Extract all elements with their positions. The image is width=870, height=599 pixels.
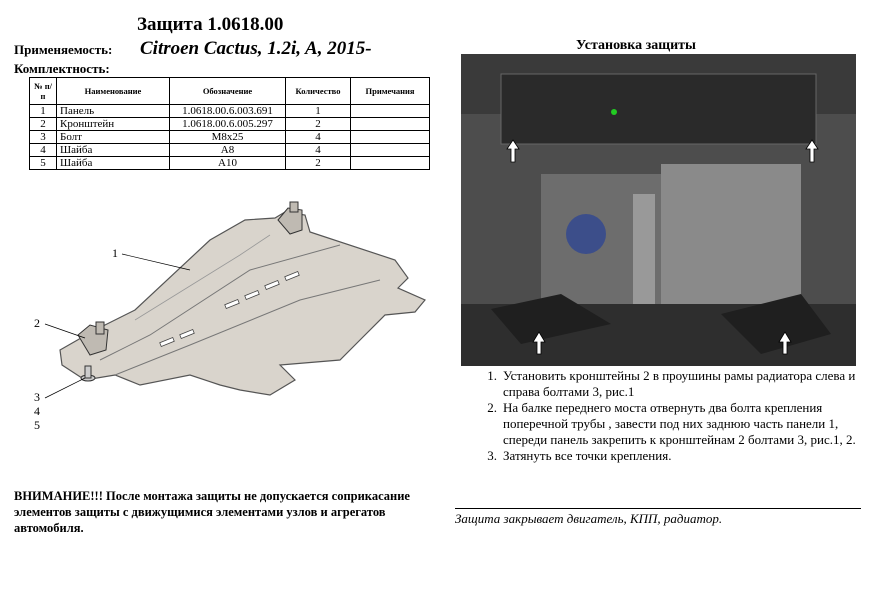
cell-notes — [351, 157, 430, 170]
col-header-name: Наименование — [57, 78, 170, 105]
skid-plate-drawing — [40, 190, 440, 440]
table-header-row — [30, 78, 430, 105]
cell-quantity: 2 — [286, 118, 351, 131]
cell-name: Шайба — [57, 157, 170, 170]
col-header-number: № п/п — [30, 78, 57, 105]
warning-text: ВНИМАНИЕ!!! После монтажа защиты не допускается соприкасание элементов защиты с движущимися элементами узлов и агрегатов автомобиля. — [14, 489, 410, 535]
cell-designation: 1.0618.00.6.005.297 — [170, 118, 286, 131]
callout-5: 5 — [34, 418, 40, 432]
parts-table — [29, 77, 430, 170]
table-row — [30, 144, 430, 157]
callout-3: 3 — [34, 390, 40, 404]
cell-number: 1 — [30, 105, 57, 118]
table-row — [30, 131, 430, 144]
step-text: Затянуть все точки крепления. — [503, 448, 672, 463]
table-row — [30, 157, 430, 170]
table-row — [30, 118, 430, 131]
cell-name: Болт — [57, 131, 170, 144]
cell-name: Панель — [57, 105, 170, 118]
green-marker-icon — [611, 109, 617, 115]
cell-quantity: 4 — [286, 131, 351, 144]
step-number: 2. — [487, 400, 497, 415]
col-header-designation: Обозначение — [170, 78, 286, 105]
list-item — [474, 368, 864, 400]
cell-number: 2 — [30, 118, 57, 131]
cell-number: 5 — [30, 157, 57, 170]
cell-number: 4 — [30, 144, 57, 157]
callout-4: 4 — [34, 404, 40, 418]
cell-designation: 1.0618.00.6.003.691 — [170, 105, 286, 118]
step-text: Установить кронштейны 2 в проушины рамы радиатора слева и справа болтами 3, рис.1 — [503, 368, 856, 399]
step-number: 1. — [487, 368, 497, 383]
col-header-quantity: Количество — [286, 78, 351, 105]
kit-label: Комплектность: — [14, 61, 110, 76]
undercarriage-photo — [461, 54, 856, 366]
document-title: Защита 1.0618.00 — [137, 14, 284, 35]
callout-1: 1 — [112, 246, 118, 260]
step-text: На балке переднего моста отвернуть два болта крепления поперечной трубы , завести под них заднюю часть панели 1, спереди панель закрепить к кронштейнам 2 болтами 3, рис.1, 2. — [503, 400, 856, 447]
cell-quantity: 1 — [286, 105, 351, 118]
list-item — [474, 448, 864, 464]
cell-notes — [351, 118, 430, 131]
cell-number: 3 — [30, 131, 57, 144]
cell-designation: A8 — [170, 144, 286, 157]
cell-designation: M8x25 — [170, 131, 286, 144]
cell-notes — [351, 144, 430, 157]
list-item — [474, 400, 864, 448]
cell-notes — [351, 131, 430, 144]
col-header-notes: Примечания — [351, 78, 430, 105]
cell-quantity: 2 — [286, 157, 351, 170]
applicability-label: Применяемость: — [14, 42, 113, 57]
table-row — [30, 105, 430, 118]
cell-name: Шайба — [57, 144, 170, 157]
coverage-note: Защита закрывает двигатель, КПП, радиатор. — [455, 508, 861, 527]
cell-name: Кронштейн — [57, 118, 170, 131]
installation-steps — [474, 368, 864, 464]
cell-quantity: 4 — [286, 144, 351, 157]
callout-2: 2 — [34, 316, 40, 330]
panel-outline — [60, 212, 425, 395]
cell-designation: A10 — [170, 157, 286, 170]
cell-notes — [351, 105, 430, 118]
applicability-value: Citroen Cactus, 1.2i, A, 2015- — [140, 38, 372, 59]
installation-title: Установка защиты — [576, 38, 696, 53]
step-number: 3. — [487, 448, 497, 463]
